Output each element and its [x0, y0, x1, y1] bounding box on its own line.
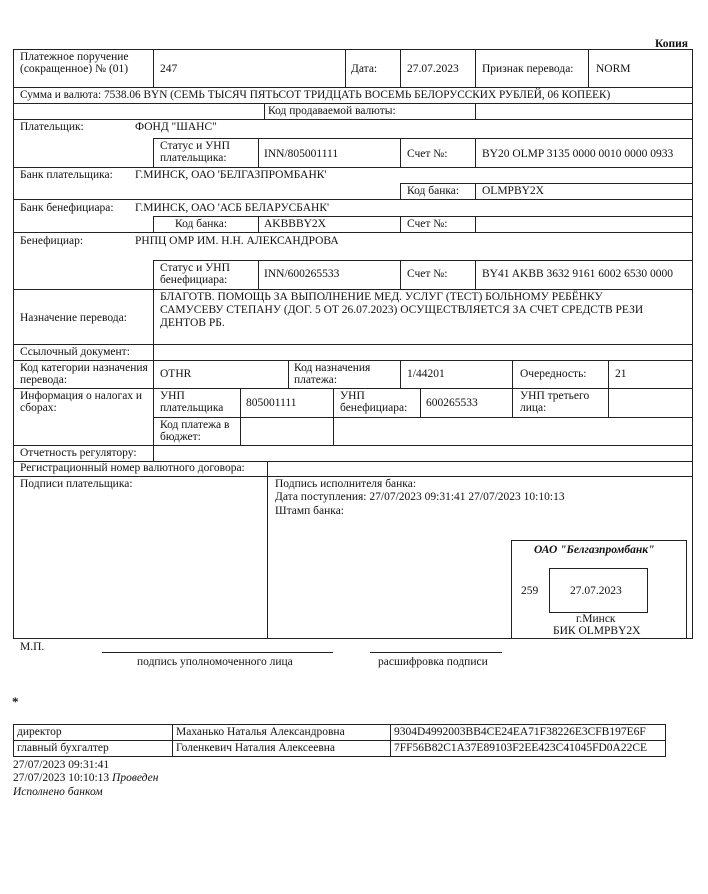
- transfer-sign-label: Признак перевода:: [482, 63, 574, 75]
- purpose-line-3: ДЕНТОВ РБ.: [160, 317, 225, 329]
- order-number: 247: [160, 63, 178, 75]
- tax-benef-unp-label: УНП бенефициара:: [340, 390, 408, 414]
- tax-benef-unp: 600265533: [426, 397, 478, 409]
- category-value: OTHR: [160, 368, 192, 380]
- benef-status-label: Статус и УНП бенефициара:: [160, 262, 230, 286]
- bank-stamp: [511, 540, 687, 639]
- payer-bank-code: OLMPBY2X: [482, 185, 544, 197]
- decode-caption: расшифровка подписи: [378, 656, 488, 668]
- beneficiary-label: Бенефициар:: [20, 235, 84, 247]
- timestamp-1: 27/07/2023 09:31:41: [13, 759, 110, 771]
- tax-payer-unp: 805001111: [246, 397, 297, 409]
- payer-unp: INN/805001111: [264, 148, 339, 160]
- priority-label: Очередность:: [520, 368, 587, 380]
- signer-role: директор: [17, 726, 62, 738]
- beneficiary-name: РНПЦ ОМР ИМ. Н.Н. АЛЕКСАНДРОВА: [135, 235, 339, 247]
- signer-hash: 7FF56B82C1A37E89103F2EE423C41045FD0A22CE: [394, 742, 648, 754]
- purpose-label: Назначение перевода:: [20, 312, 127, 324]
- timestamp-2-line: [13, 772, 158, 784]
- benef-bank-code-label: Код банка:: [175, 218, 228, 230]
- payer-bank-label: Банк плательщика:: [20, 169, 113, 181]
- stamp-number: 259: [521, 585, 539, 597]
- purpose-line-2: САМУСЕВУ СТЕПАНУ (ДОГ. 5 ОТ 26.07.2023) ОСУЩЕСТВЛЯЕТСЯ ЗА СЧЕТ СРЕДСТВ РЕЗИ: [160, 304, 644, 316]
- payer-label: Плательщик:: [20, 121, 84, 133]
- benef-unp: INN/600265533: [264, 268, 340, 280]
- signer-name: Маханько Наталья Александровна: [176, 726, 345, 738]
- copy-label: Копия: [655, 38, 688, 50]
- benef-account-label: Счет №:: [407, 268, 448, 280]
- reference-doc-label: Ссылочный документ:: [20, 346, 130, 358]
- payer-bank-code-label: Код банка:: [407, 185, 460, 197]
- executed-by-bank: Исполнено банком: [13, 786, 103, 798]
- payer-status-label: Статус и УНП плательщика:: [160, 140, 230, 164]
- stamp-city: г.Минск: [576, 613, 616, 625]
- regulator-label: Отчетность регулятору:: [20, 447, 137, 459]
- payer-name: ФОНД "ШАНС": [135, 121, 217, 133]
- category-label: Код категории назначения перевода:: [20, 362, 148, 386]
- transfer-sign-value: NORM: [596, 63, 631, 75]
- signer-role: главный бухгалтер: [17, 742, 109, 754]
- stamp-bank-name: ОАО "Белгазпромбанк": [534, 544, 655, 556]
- benef-bank-account-label: Счет №:: [407, 218, 448, 230]
- decode-line: [370, 652, 502, 653]
- amount-line: Сумма и валюта: 7538.06 BYN (СЕМЬ ТЫСЯЧ ПЯТЬСОТ ТРИДЦАТЬ ВОСЕМЬ БЕЛОРУССКИХ РУБЛЕЙ, 06 КОПЕЕК): [20, 89, 611, 101]
- purpose-code-label: Код назначения платежа:: [294, 362, 371, 386]
- benef-account: BY41 AKBB 3632 9161 6002 6530 0000: [482, 268, 674, 280]
- mp-label: М.П.: [20, 641, 45, 653]
- signer-hash: 9304D4992003BB4CE24EA71F38226E3CFB197E6F: [394, 726, 646, 738]
- purpose-code: 1/44201: [407, 368, 445, 380]
- priority-value: 21: [615, 368, 627, 380]
- received-date: Дата поступления: 27/07/2023 09:31:41 27/07/2023 10:10:13: [275, 491, 565, 503]
- stamp-date: 27.07.2023: [570, 585, 622, 597]
- signer-name: Голенкевич Наталия Алексеевна: [176, 742, 336, 754]
- benef-bank-name: Г.МИНСК, ОАО 'АСБ БЕЛАРУСБАНК': [135, 202, 330, 214]
- signature-line: [102, 652, 333, 653]
- bank-executor-label: Подпись исполнителя банка:: [275, 478, 417, 490]
- order-label: Платежное поручение (сокращенное) № (01): [20, 51, 129, 75]
- stamp-bic: БИК OLMPBY2X: [553, 625, 641, 637]
- contract-label: Регистрационный номер валютного договора:: [20, 462, 245, 474]
- purpose-line-1: БЛАГОТВ. ПОМОЩЬ ЗА ВЫПОЛНЕНИЕ МЕД. УСЛУГ (ТЕСТ) БОЛЬНОМУ РЕБЁНКУ: [160, 291, 603, 303]
- benef-bank-code: AKBBBY2X: [264, 218, 326, 230]
- asterisk-mark: *: [12, 694, 19, 709]
- stamp-date-box: [549, 568, 648, 613]
- benef-bank-label: Банк бенефициара:: [20, 202, 114, 214]
- date-value: 27.07.2023: [407, 63, 459, 75]
- payer-account-label: Счет №:: [407, 148, 448, 160]
- budget-code-label: Код платежа в бюджет:: [160, 419, 230, 443]
- payer-signatures-label: Подписи плательщика:: [20, 478, 133, 490]
- tax-payer-unp-label: УНП плательщика: [160, 390, 224, 414]
- taxes-label: Информация о налогах и сборах:: [20, 390, 143, 414]
- payer-bank-name: Г.МИНСК, ОАО 'БЕЛГАЗПРОМБАНК': [135, 169, 327, 181]
- sign-caption: подпись уполномоченного лица: [137, 656, 293, 668]
- date-label: Дата:: [351, 63, 378, 75]
- payer-account: BY20 OLMP 3135 0000 0010 0000 0933: [482, 148, 674, 160]
- status-processed: Проведен: [112, 772, 159, 784]
- timestamp-2: 27/07/2023 10:10:13: [13, 772, 110, 784]
- stamp-label: Штамп банка:: [275, 505, 344, 517]
- tax-third-unp-label: УНП третьего лица:: [520, 390, 590, 414]
- sold-currency-label: Код продаваемой валюты:: [268, 105, 396, 117]
